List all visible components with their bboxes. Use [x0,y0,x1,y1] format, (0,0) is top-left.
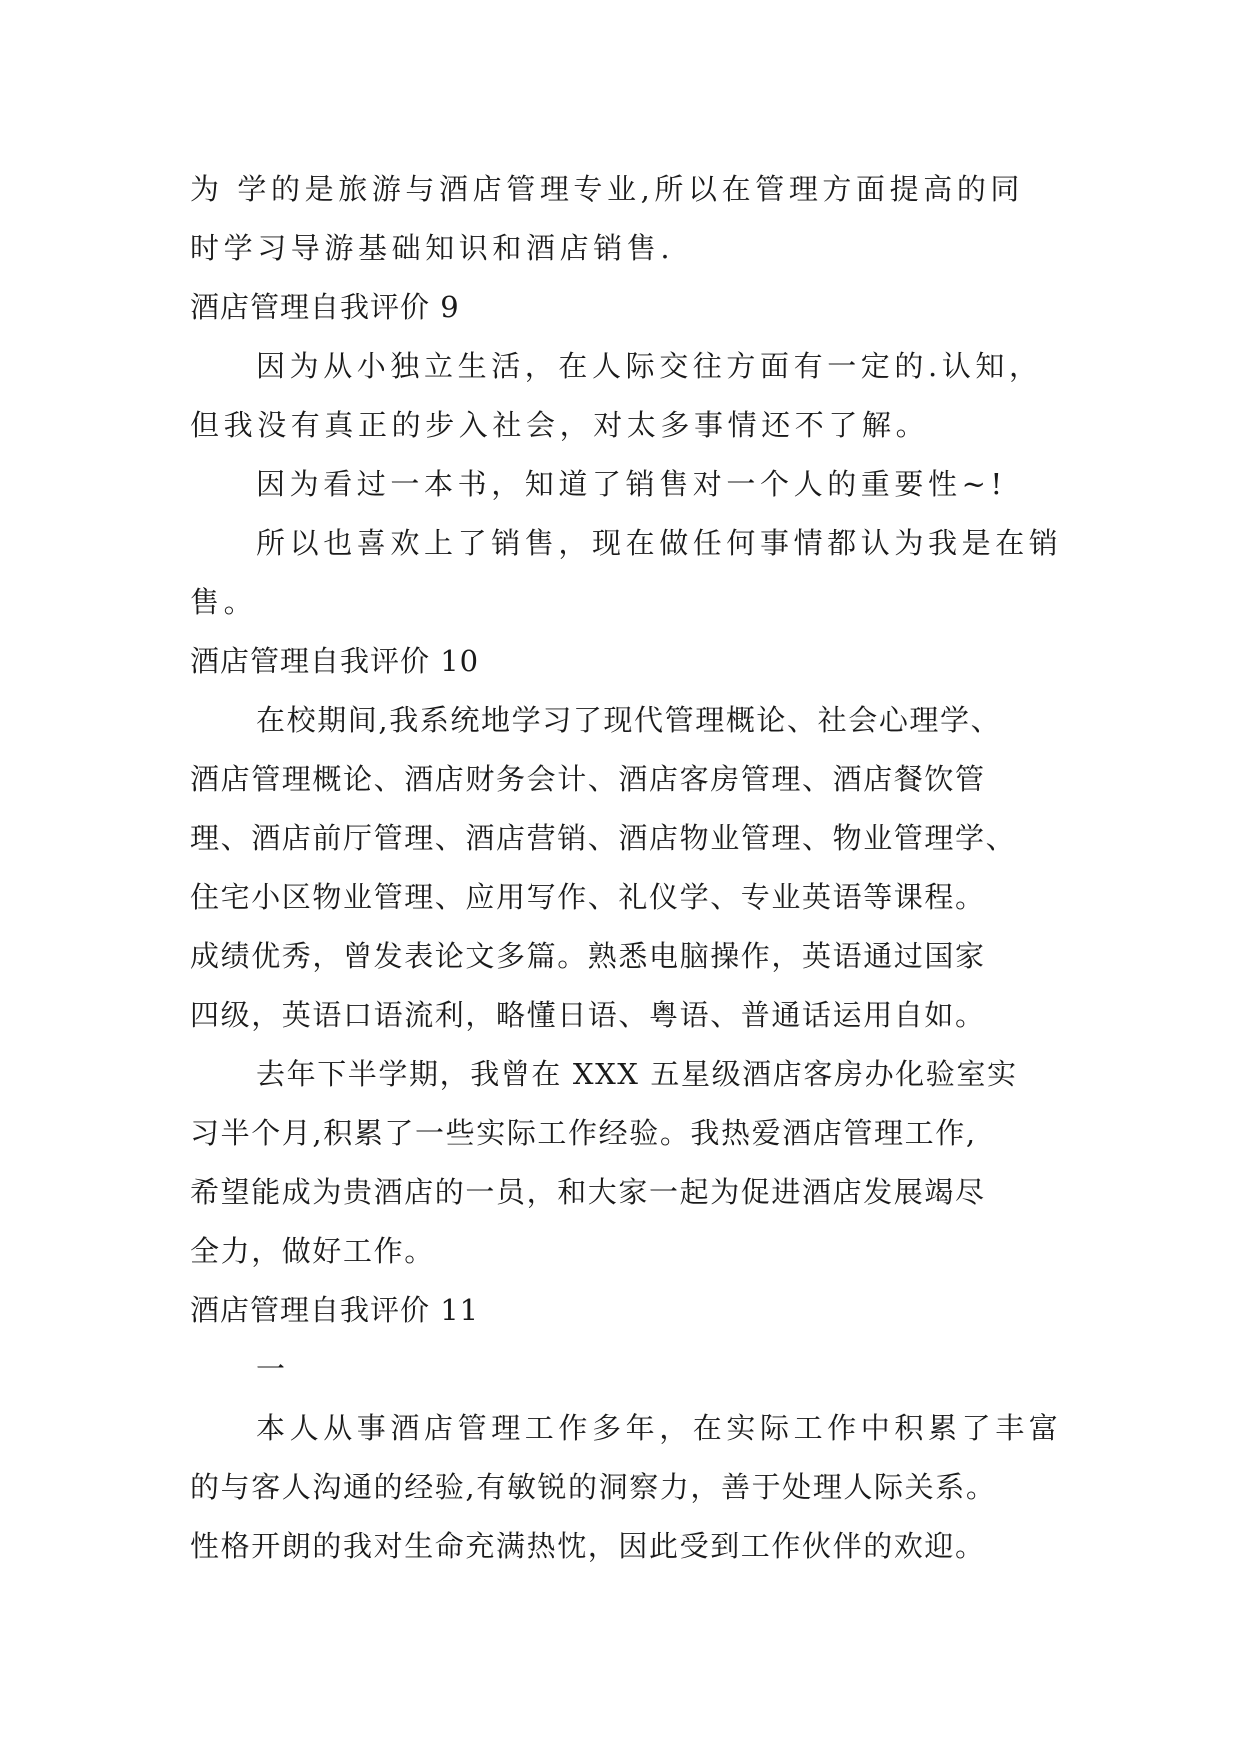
paragraph-line: 售。 [190,585,258,619]
paragraph-line: 去年下半学期，我曾在 XXX 五星级酒店客房办化验室实 [256,1057,1018,1091]
section-heading: 酒店管理自我评价 9 [190,290,460,324]
paragraph-line: 因为从小独立生活，在人际交往方面有一定的.认知， [256,349,1043,383]
paragraph-line: 但我没有真正的步入社会，对太多事情还不了解。 [190,408,930,442]
paragraph-line: 住宅小区物业管理、应用写作、礼仪学、专业英语等课程。 [190,880,986,914]
paragraph-line: 因为看过一本书，知道了销售对一个人的重要性~! [256,467,1007,501]
paragraph-line: 在校期间,我系统地学习了现代管理概论、社会心理学、 [256,703,1002,737]
document-body [190,160,1070,1576]
paragraph-line: 所以也喜欢上了销售，现在做任何事情都认为我是在销 [256,526,1063,560]
list-marker: 一 [256,1352,290,1386]
paragraph-line: 四级，英语口语流利，略懂日语、粤语、普通话运用自如。 [190,998,986,1032]
paragraph-line: 性格开朗的我对生命充满热忱，因此受到工作伙伴的欢迎。 [190,1529,986,1563]
paragraph-line: 理、酒店前厅管理、酒店营销、酒店物业管理、物业管理学、 [190,821,1017,855]
paragraph-line: 成绩优秀，曾发表论文多篇。熟悉电脑操作，英语通过国家 [190,939,986,973]
paragraph-line: 希望能成为贵酒店的一员，和大家一起为促进酒店发展竭尽 [190,1175,986,1209]
paragraph-line: 全力，做好工作。 [190,1234,435,1268]
paragraph-line: 习半个月,积累了一些实际工作经验。我热爱酒店管理工作, [190,1116,977,1150]
paragraph-line: 为 学的是旅游与酒店管理专业,所以在管理方面提高的同 [190,172,1025,206]
paragraph-line: 时学习导游基础知识和酒店销售. [190,231,675,265]
section-heading: 酒店管理自我评价 10 [190,644,480,678]
section-heading: 酒店管理自我评价 11 [190,1293,480,1327]
paragraph-line: 的与客人沟通的经验,有敏锐的洞察力，善于处理人际关系。 [190,1470,997,1504]
paragraph-line: 酒店管理概论、酒店财务会计、酒店客房管理、酒店餐饮管 [190,762,986,796]
paragraph-line: 本人从事酒店管理工作多年，在实际工作中积累了丰富 [256,1411,1063,1445]
